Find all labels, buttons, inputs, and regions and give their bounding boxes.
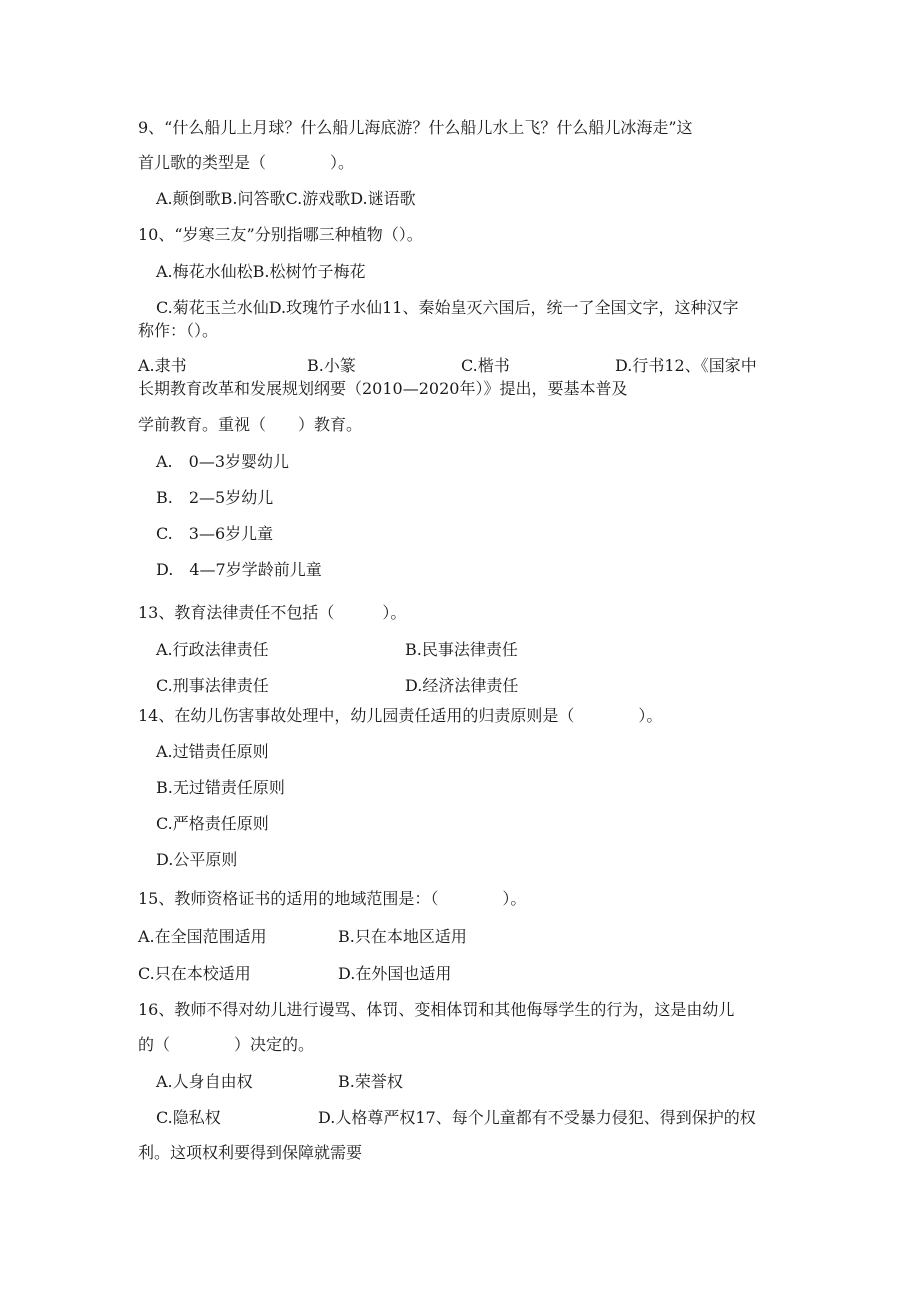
question-15-option-a: A.在全国范围适用 <box>138 927 267 946</box>
question-16-option-b: B.荣誉权 <box>338 1072 403 1091</box>
question-9-line-2: 首儿歌的类型是（ ）。 <box>138 153 355 172</box>
question-15: 15、教师资格证书的适用的地域范围是：（ ）。 <box>138 889 527 908</box>
question-16-option-a: A.人身自由权 <box>156 1072 253 1091</box>
question-11-option-c: C.楷书 <box>461 356 510 375</box>
question-13: 13、教育法律责任不包括（ ）。 <box>138 603 407 622</box>
question-17-line-2: 利。这项权利要得到保障就需要 <box>138 1143 363 1162</box>
question-11-option-b: B.小篆 <box>307 356 356 375</box>
question-14-option-d: D.公平原则 <box>156 850 238 869</box>
question-16-option-c: C.隐私权 <box>156 1108 221 1127</box>
question-12-option-c: C. 3—6岁儿童 <box>156 524 274 543</box>
question-15-option-c: C.只在本校适用 <box>138 964 251 983</box>
question-14-option-c: C.严格责任原则 <box>156 814 269 833</box>
question-16-option-d: D.人格尊严权17、每个儿童都有不受暴力侵犯、得到保护的权 <box>318 1108 756 1127</box>
question-13-option-b: B.民事法律责任 <box>405 640 518 659</box>
question-11-option-a: A.隶书 <box>138 356 187 375</box>
question-9-options: A.颠倒歌B.问答歌C.游戏歌D.谜语歌 <box>156 189 416 208</box>
question-13-option-c: C.刑事法律责任 <box>156 676 269 695</box>
question-12-option-d: D. 4—7岁学龄前儿童 <box>156 560 322 579</box>
question-16-line-1: 16、教师不得对幼儿进行谩骂、体罚、变相体罚和其他侮辱学生的行为，这是由幼儿 <box>138 1000 735 1019</box>
question-12-option-b: B. 2—5岁幼儿 <box>156 488 274 507</box>
question-9-line-1: 9、“什么船儿上月球？什么船儿海底游？什么船儿水上飞？什么船儿冰海走”这 <box>138 118 693 137</box>
question-15-option-b: B.只在本地区适用 <box>338 927 467 946</box>
question-16-line-2: 的（ ）决定的。 <box>138 1035 315 1054</box>
question-12-line-2: 长期教育改革和发展规划纲要（2010—2020年）》提出，要基本普及 <box>138 379 628 398</box>
question-11-line-2: 称作：（）。 <box>138 321 219 340</box>
question-10-options-1: A.梅花水仙松B.松树竹子梅花 <box>156 262 366 281</box>
question-10: 10、“岁寒三友”分别指哪三种植物（）。 <box>138 225 423 244</box>
question-14-option-b: B.无过错责任原则 <box>156 778 285 797</box>
question-11-option-d: D.行书12、《国家中 <box>615 356 757 375</box>
question-12-option-a: A. 0—3岁婴幼儿 <box>156 452 290 471</box>
question-13-option-a: A.行政法律责任 <box>156 640 269 659</box>
question-13-option-d: D.经济法律责任 <box>405 676 519 695</box>
question-12-line-3: 学前教育。重视（ ）教育。 <box>138 415 363 434</box>
question-10-options-2: C.菊花玉兰水仙D.玫瑰竹子水仙11、秦始皇灭六国后，统一了全国文字，这种汉字 <box>156 298 739 317</box>
question-15-option-d: D.在外国也适用 <box>338 964 452 983</box>
question-14-option-a: A.过错责任原则 <box>156 742 269 761</box>
question-14: 14、在幼儿伤害事故处理中，幼儿园责任适用的归责原则是（ ）。 <box>138 706 663 725</box>
